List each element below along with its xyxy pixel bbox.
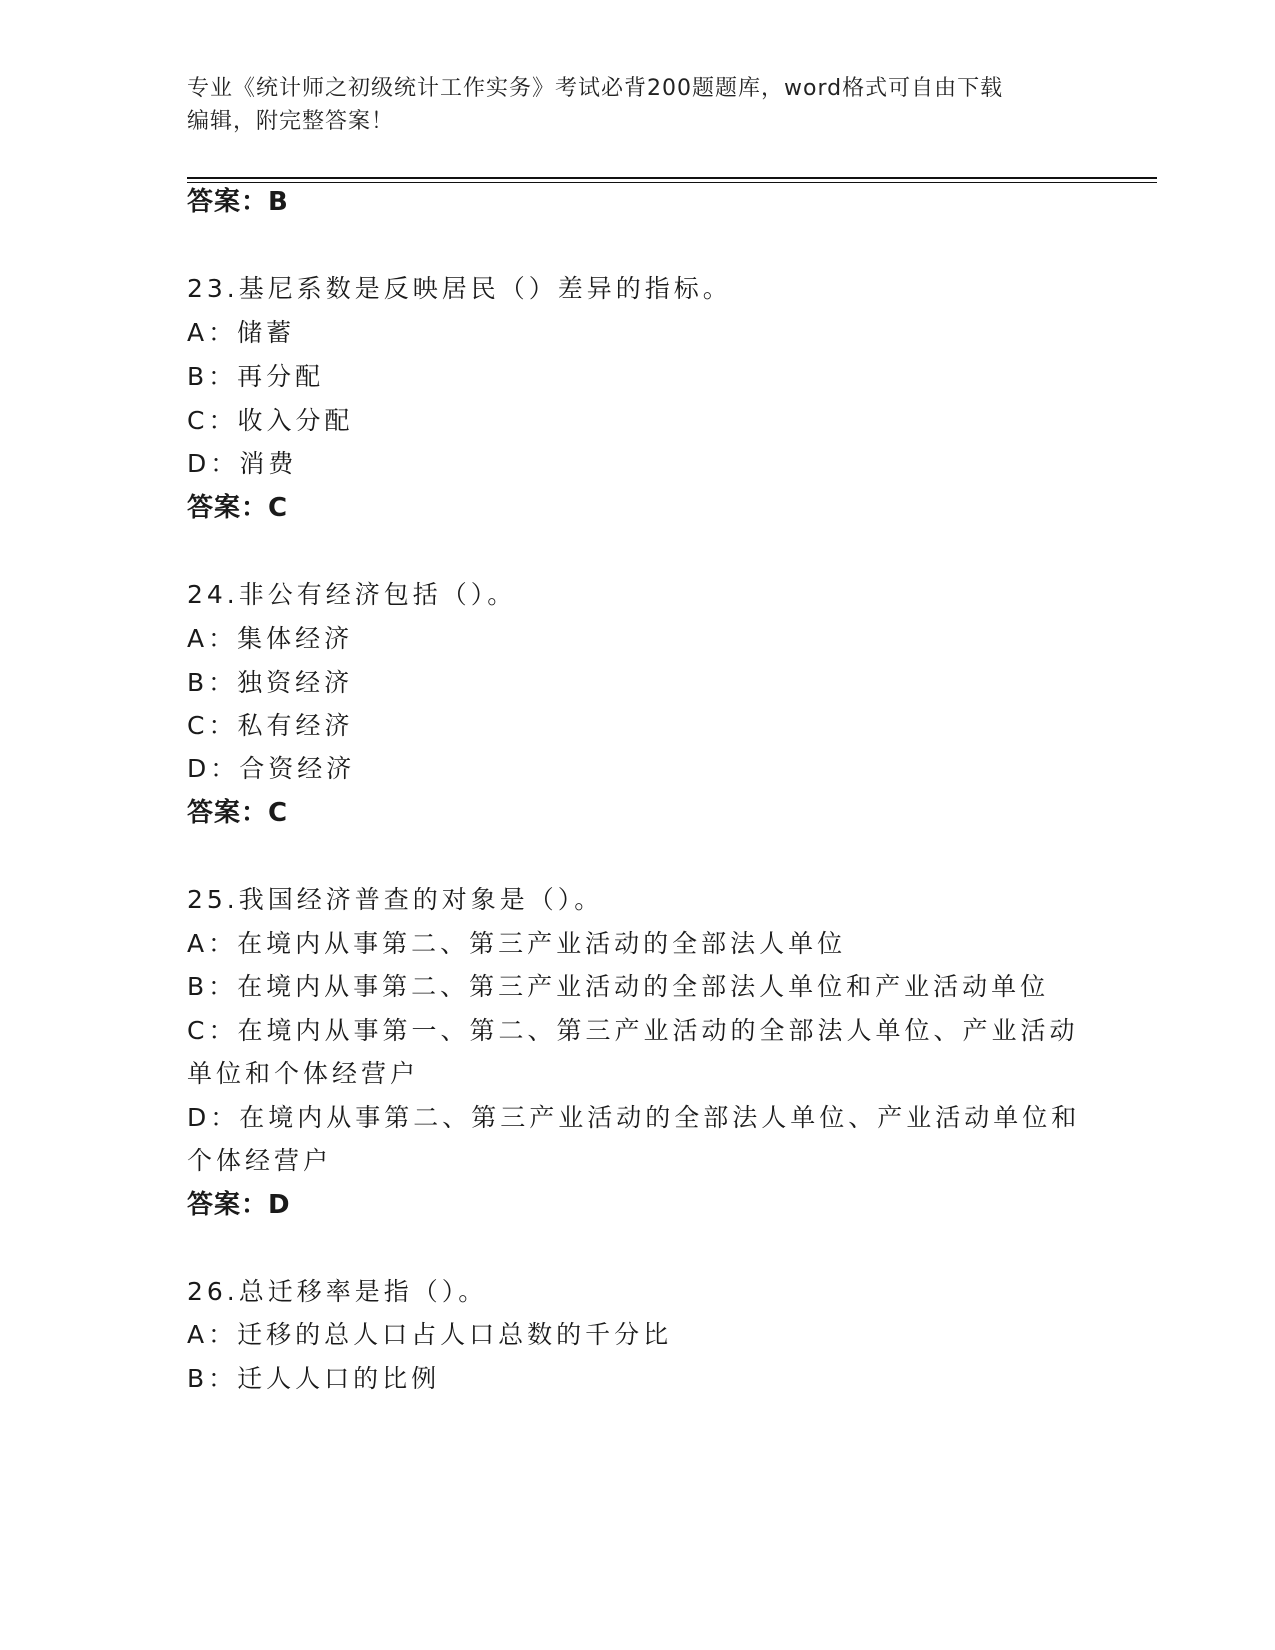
header-divider-thin [187,182,1157,183]
q25-option-b: B：在境内从事第二、第三产业活动的全部法人单位和产业活动单位 [187,972,1050,1001]
previous-answer: 答案：B [187,187,289,217]
q24-answer: 答案：C [187,798,289,828]
q23-option-d: D：消费 [187,449,298,478]
q25-option-c-line-2: 单位和个体经营户 [187,1059,420,1088]
document-header [187,72,1087,138]
q24-option-c: C：私有经济 [187,711,354,740]
q25-option-d-line-1: D：在境内从事第二、第三产业活动的全部法人单位、产业活动单位和 [187,1103,1081,1132]
q24-option-d: D：合资经济 [187,754,356,783]
q26-option-a: A：迁移的总人口占人口总数的千分比 [187,1320,673,1349]
q23-option-c: C：收入分配 [187,406,354,435]
q24-option-b: B：独资经济 [187,668,354,697]
q26-option-b: B：迁人人口的比例 [187,1364,441,1393]
q25-answer: 答案：D [187,1190,291,1220]
q24-option-a: A：集体经济 [187,624,354,653]
q25-option-d-line-2: 个体经营户 [187,1146,333,1175]
question-23: 23.基尼系数是反映居民（）差异的指标。 [187,274,732,303]
question-25: 25.我国经济普查的对象是（）。 [187,885,604,914]
header-divider-thick [187,177,1157,179]
header-line-2: 编辑，附完整答案！ [187,109,395,134]
question-24: 24.非公有经济包括（）。 [187,580,517,609]
q25-option-c-line-1: C：在境内从事第一、第二、第三产业活动的全部法人单位、产业活动 [187,1016,1079,1045]
q23-option-a: A：储蓄 [187,318,296,347]
q23-answer: 答案：C [187,493,289,523]
header-line-1: 专业《统计师之初级统计工作实务》考试必背200题题库，word格式可自由下载 [187,76,1004,101]
question-26: 26.总迁移率是指（）。 [187,1277,488,1306]
q25-option-a: A：在境内从事第二、第三产业活动的全部法人单位 [187,929,847,958]
q23-option-b: B：再分配 [187,362,325,391]
